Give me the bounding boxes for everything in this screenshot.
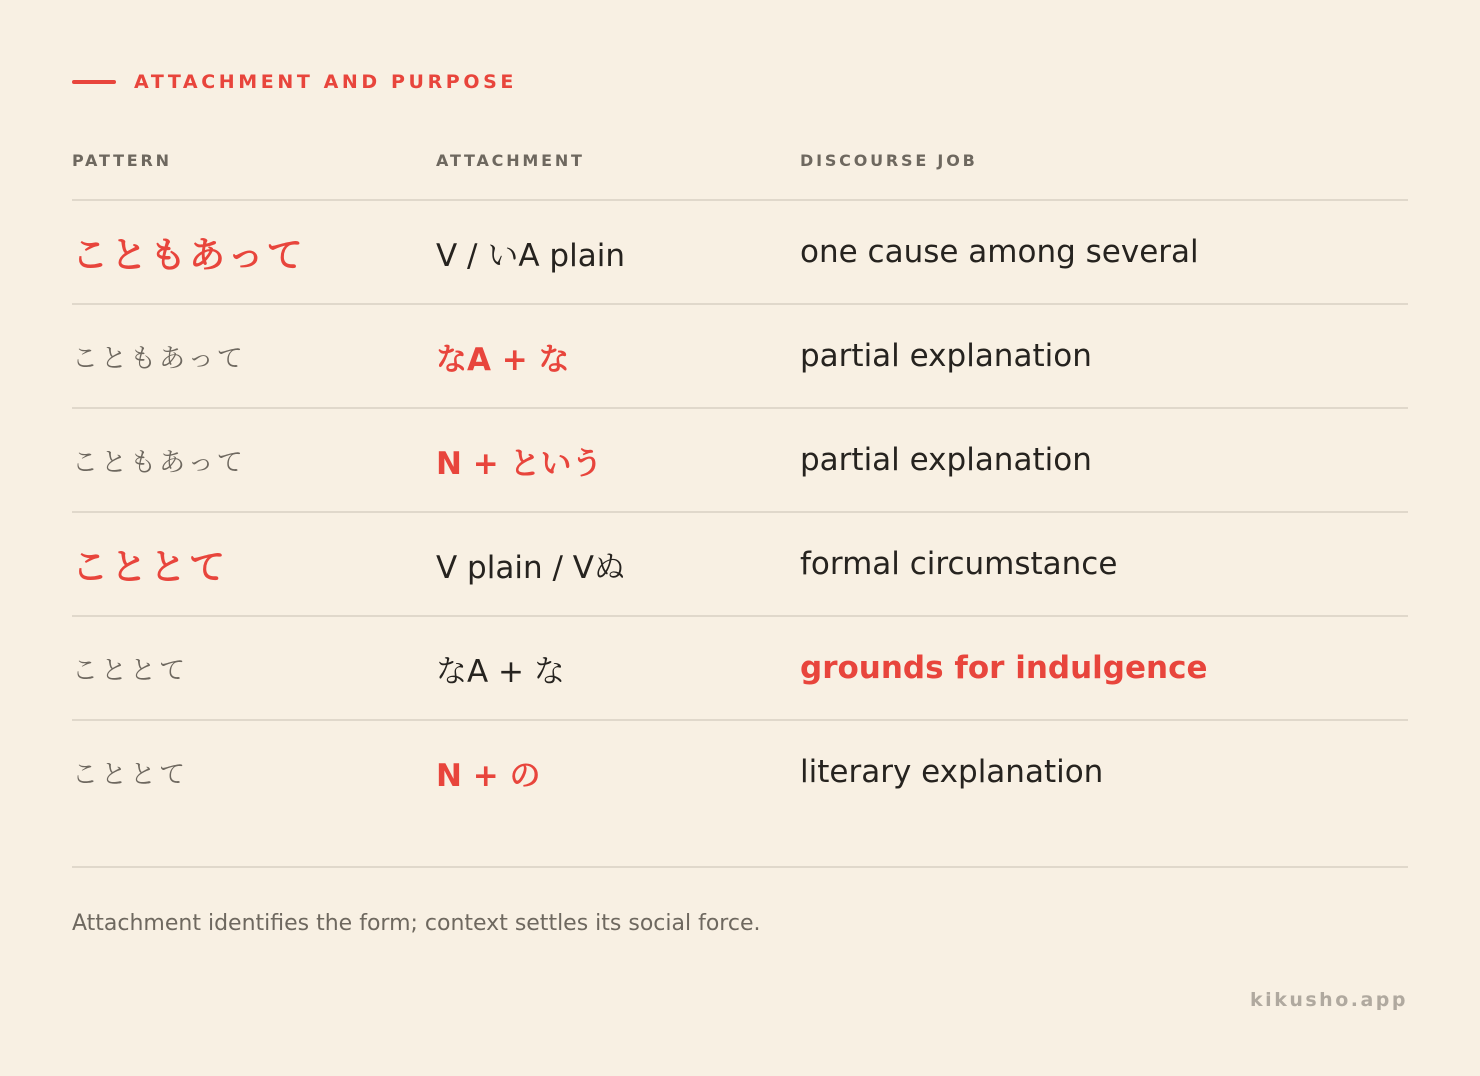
pattern-cell: こととて bbox=[72, 546, 229, 588]
attachment-cell: V plain / Vぬ bbox=[436, 549, 625, 586]
discourse-job-cell: literary explanation bbox=[800, 754, 1104, 790]
discourse-job-cell: grounds for indulgence bbox=[800, 650, 1208, 686]
table-row bbox=[72, 305, 1408, 409]
section-accent-rule bbox=[72, 80, 116, 84]
table-row bbox=[72, 409, 1408, 513]
attachment-cell: V / いA plain bbox=[436, 237, 625, 274]
column-header-discourse-job: DISCOURSE JOB bbox=[800, 151, 978, 170]
comparison-table bbox=[72, 145, 1408, 823]
brand-watermark: kikusho.app bbox=[1250, 989, 1408, 1011]
column-header-attachment: ATTACHMENT bbox=[436, 151, 585, 170]
discourse-job-cell: partial explanation bbox=[800, 442, 1092, 478]
pattern-cell: こともあって bbox=[72, 447, 246, 478]
table-header-row bbox=[72, 145, 1408, 201]
table-row bbox=[72, 617, 1408, 721]
column-header-pattern: PATTERN bbox=[72, 151, 172, 170]
pattern-cell: こともあって bbox=[72, 343, 246, 374]
pattern-cell: こととて bbox=[72, 655, 189, 686]
table-row bbox=[72, 201, 1408, 305]
table-row bbox=[72, 513, 1408, 617]
discourse-job-cell: one cause among several bbox=[800, 234, 1199, 270]
discourse-job-cell: partial explanation bbox=[800, 338, 1092, 374]
attachment-cell: なA + な bbox=[436, 653, 565, 690]
pattern-cell: こともあって bbox=[72, 234, 306, 276]
attachment-cell: なA + な bbox=[436, 341, 570, 378]
section-header bbox=[72, 68, 517, 96]
section-title: ATTACHMENT AND PURPOSE bbox=[134, 71, 517, 93]
footnote: Attachment identifies the form; context settles its social force. bbox=[72, 911, 761, 936]
bottom-divider bbox=[72, 866, 1408, 868]
pattern-cell: こととて bbox=[72, 759, 189, 790]
attachment-cell: N + の bbox=[436, 757, 541, 794]
discourse-job-cell: formal circumstance bbox=[800, 546, 1118, 582]
attachment-cell: N + という bbox=[436, 445, 603, 482]
table-row bbox=[72, 721, 1408, 823]
